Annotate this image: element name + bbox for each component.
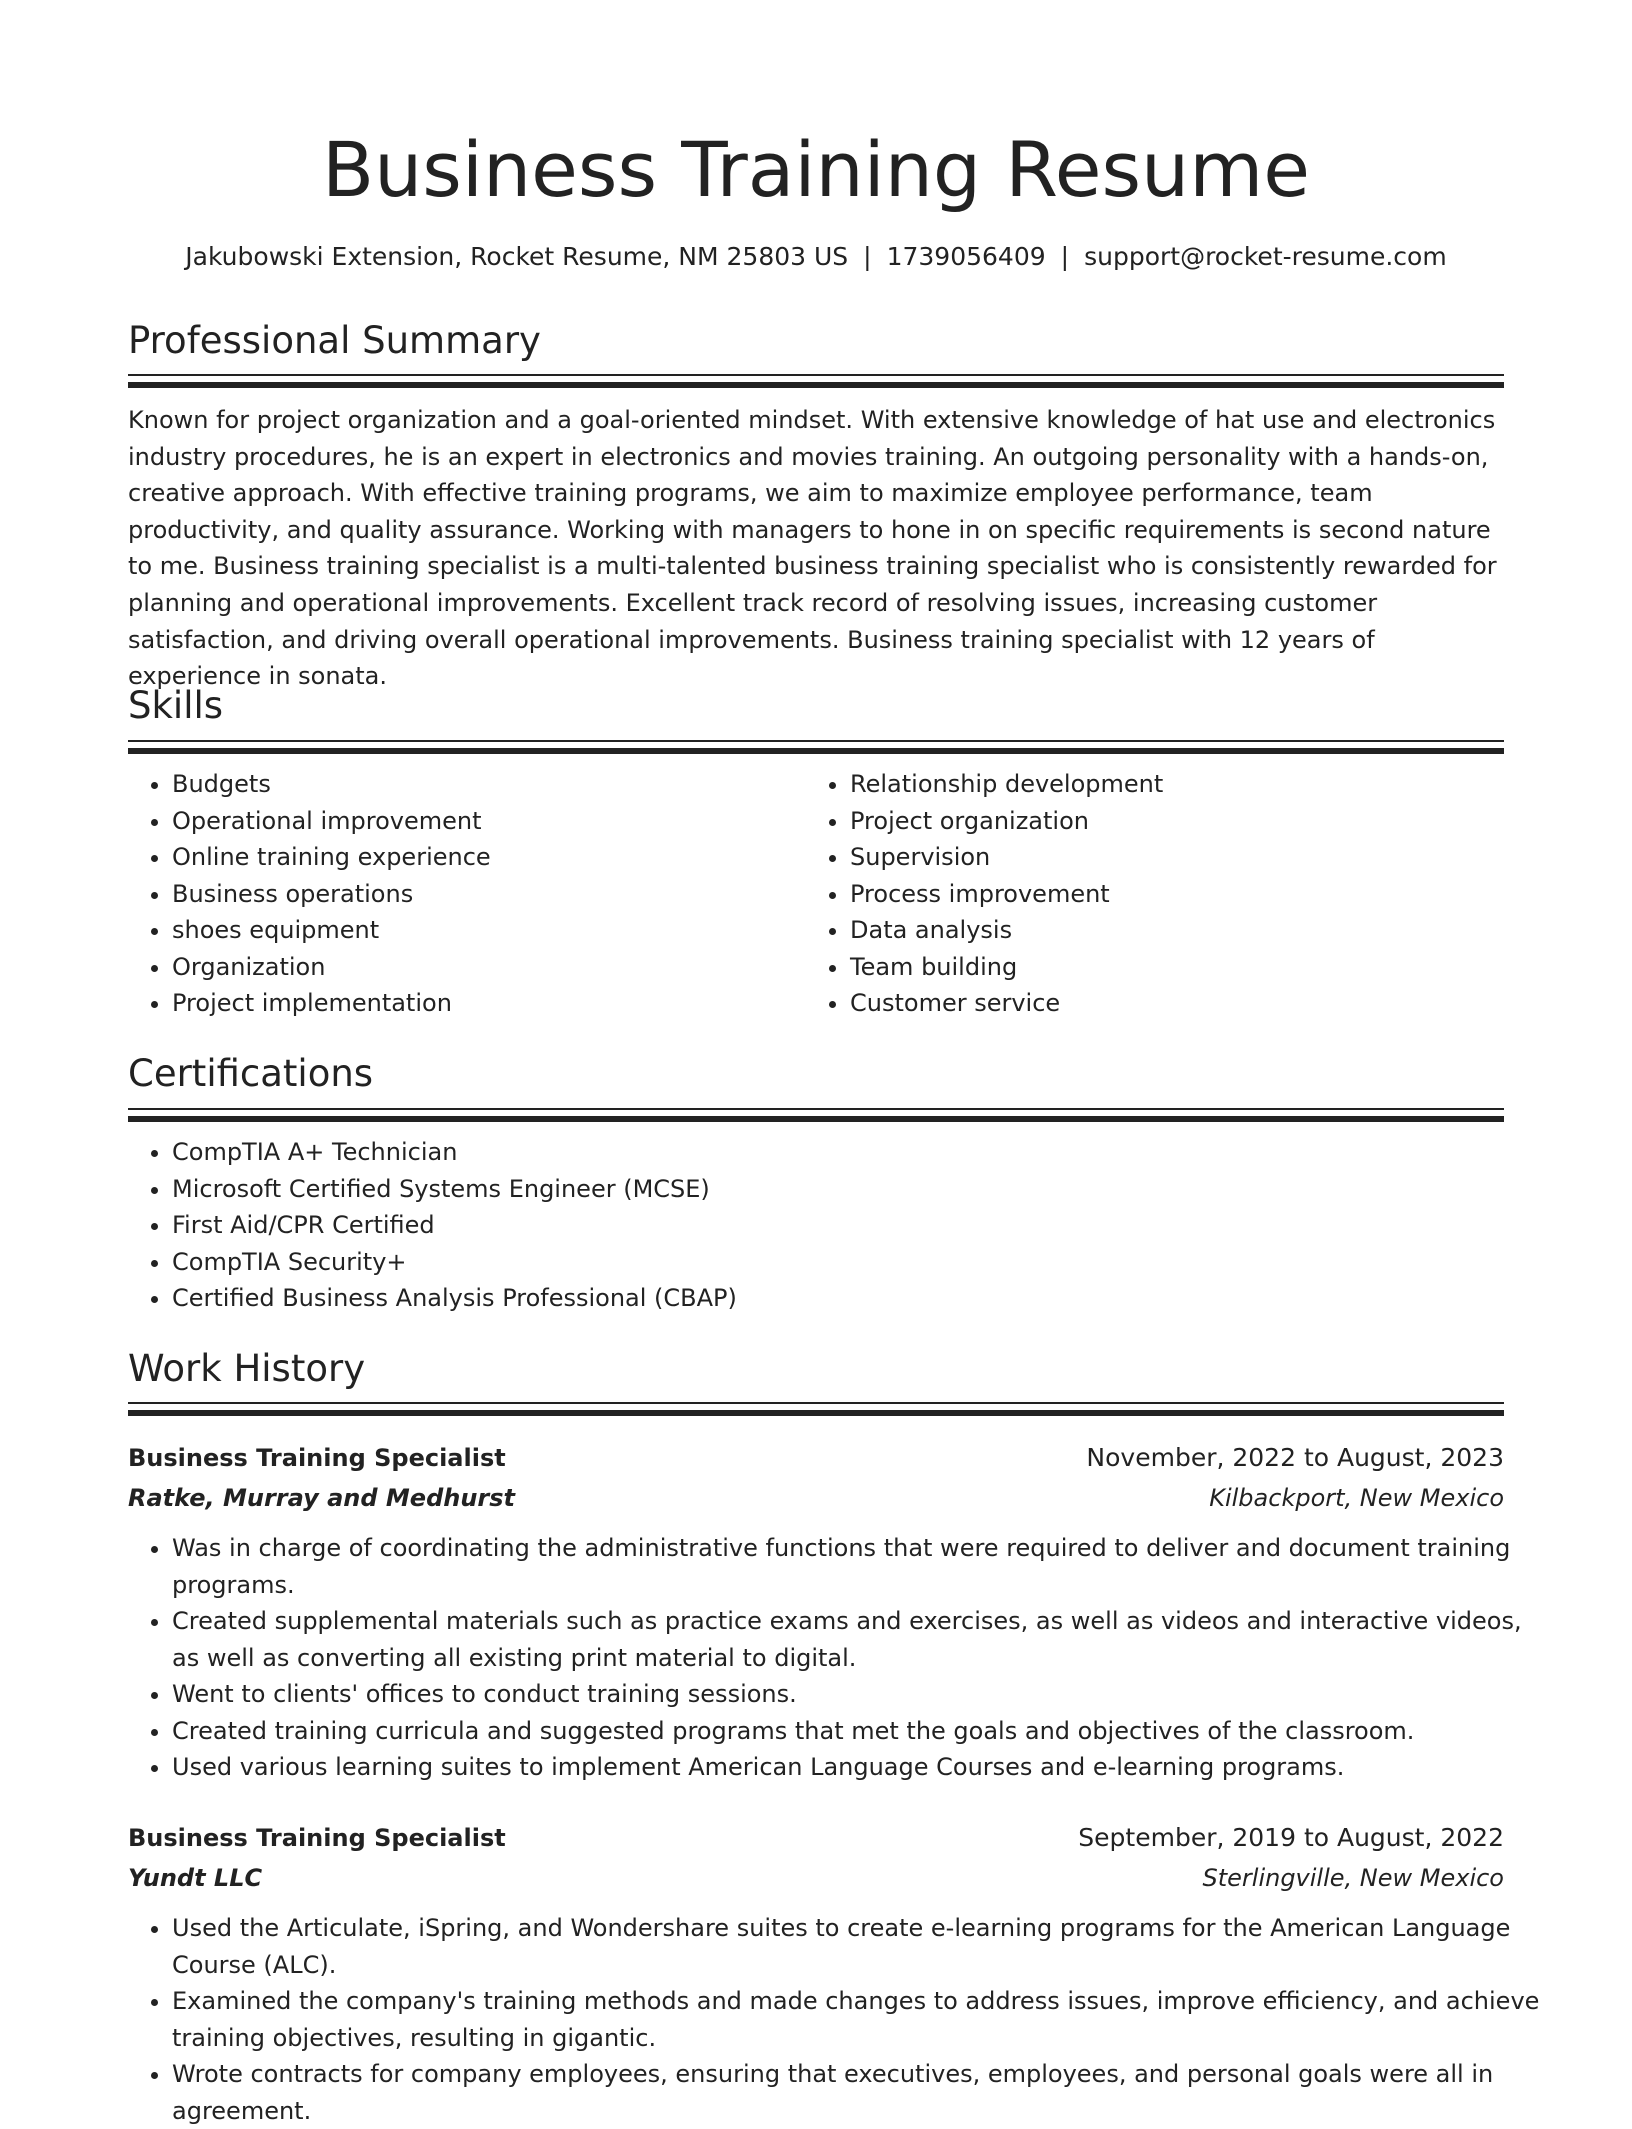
skills-list-left	[128, 766, 832, 1022]
skill-item: • Organization	[172, 949, 832, 986]
job-bullet: • Was in charge of coordinating the administrative functions that were required to deliver and document training programs.	[172, 1530, 1548, 1603]
contact-line	[128, 238, 1504, 276]
job-bullet: • Created supplemental materials such as practice exams and exercises, as well as videos and interactive videos, as well as converting all existing print material to digital.	[172, 1603, 1548, 1676]
section-divider	[128, 740, 1504, 754]
job-bullet: • Examined the company's training methods and made changes to address issues, improve efficiency, and achieve training objectives, resulting in gigantic.	[172, 1983, 1548, 2056]
job-location: Sterlingville, New Mexico	[1202, 1864, 1504, 1892]
certification-item: • CompTIA A+ Technician	[172, 1134, 1548, 1171]
job-bullet: • Used various learning suites to implement American Language Courses and e-learning programs.	[172, 1749, 1548, 1786]
skill-item: • Business operations	[172, 876, 832, 913]
job-bullet: • Created training curricula and suggested programs that met the goals and objectives of the classroom.	[172, 1713, 1548, 1750]
job-bullet: • Wrote contracts for company employees, ensuring that executives, employees, and personal goals were all in agreement.	[172, 2056, 1548, 2129]
section-heading-skills: Skills	[128, 684, 224, 727]
certifications-list	[128, 1134, 1548, 1317]
section-divider	[128, 1402, 1504, 1416]
skill-item: • Process improvement	[850, 876, 1510, 913]
job-dates: November, 2022 to August, 2023	[1086, 1443, 1504, 1472]
resume-title: Business Training Resume	[321, 125, 1311, 214]
skill-item: • Supervision	[850, 839, 1510, 876]
skill-item: • Budgets	[172, 766, 832, 803]
contact-separator: |	[1060, 242, 1070, 271]
skill-item: • Project organization	[850, 803, 1510, 840]
job-location: Kilbackport, New Mexico	[1209, 1484, 1504, 1512]
skill-item: • Customer service	[850, 985, 1510, 1022]
section-heading-certifications: Certifications	[128, 1052, 374, 1095]
job-title: Business Training Specialist	[128, 1824, 506, 1852]
certification-item: • First Aid/CPR Certified	[172, 1207, 1548, 1244]
section-divider	[128, 1108, 1504, 1122]
job-bullets	[128, 1530, 1548, 1786]
job-company: Ratke, Murray and Medhurst	[128, 1484, 516, 1512]
skill-item: • shoes equipment	[172, 912, 832, 949]
job-company: Yundt LLC	[128, 1864, 263, 1892]
contact-phone: 1739056409	[886, 242, 1046, 271]
certification-item: • CompTIA Security+	[172, 1244, 1548, 1281]
job-title: Business Training Specialist	[128, 1444, 506, 1472]
summary-text: Known for project organization and a goal-oriented mindset. With extensive knowledge of hat use and electronics industry procedures, he is an expert in electronics and movies training. An outgoing personality with a hands-on, creative approach. With effective training programs, we aim to maximize employee performance, team productivity, and quality assurance. Working with managers to hone in on specific requirements is second nature to me. Business training specialist is a multi-talented business training specialist who is consistently rewarded for planning and operational improvements. Excellent track record of resolving issues, increasing customer satisfaction, and driving overall operational improvements. Business training specialist with 12 years of experience in sonata.	[128, 406, 1497, 691]
job-header-row	[128, 1438, 1504, 1478]
contact-address: Jakubowski Extension, Rocket Resume, NM 25803 US	[185, 242, 849, 271]
section-heading-work-history: Work History	[128, 1347, 366, 1390]
skill-item: • Project implementation	[172, 985, 832, 1022]
job-company-row	[128, 1858, 1504, 1898]
job-bullet: • Used the Articulate, iSpring, and Wondershare suites to create e-learning programs for the American Language Course (ALC).	[172, 1910, 1548, 1983]
section-divider	[128, 374, 1504, 388]
section-heading-summary: Professional Summary	[128, 319, 541, 362]
skill-item: • Operational improvement	[172, 803, 832, 840]
contact-email[interactable]: support@rocket-resume.com	[1084, 242, 1447, 271]
job-company-row	[128, 1478, 1504, 1518]
job-dates: September, 2019 to August, 2022	[1078, 1823, 1504, 1852]
certification-item: • Microsoft Certified Systems Engineer (MCSE)	[172, 1171, 1548, 1208]
skill-item: • Data analysis	[850, 912, 1510, 949]
job-bullets	[128, 1910, 1548, 2129]
skill-item: • Online training experience	[172, 839, 832, 876]
contact-separator: |	[863, 242, 872, 271]
skill-item: • Relationship development	[850, 766, 1510, 803]
job-bullet: • Went to clients' offices to conduct training sessions.	[172, 1676, 1548, 1713]
skills-list-right	[806, 766, 1510, 1022]
skill-item: • Team building	[850, 949, 1510, 986]
job-header-row	[128, 1818, 1504, 1858]
certification-item: • Certified Business Analysis Professional (CBAP)	[172, 1280, 1548, 1317]
